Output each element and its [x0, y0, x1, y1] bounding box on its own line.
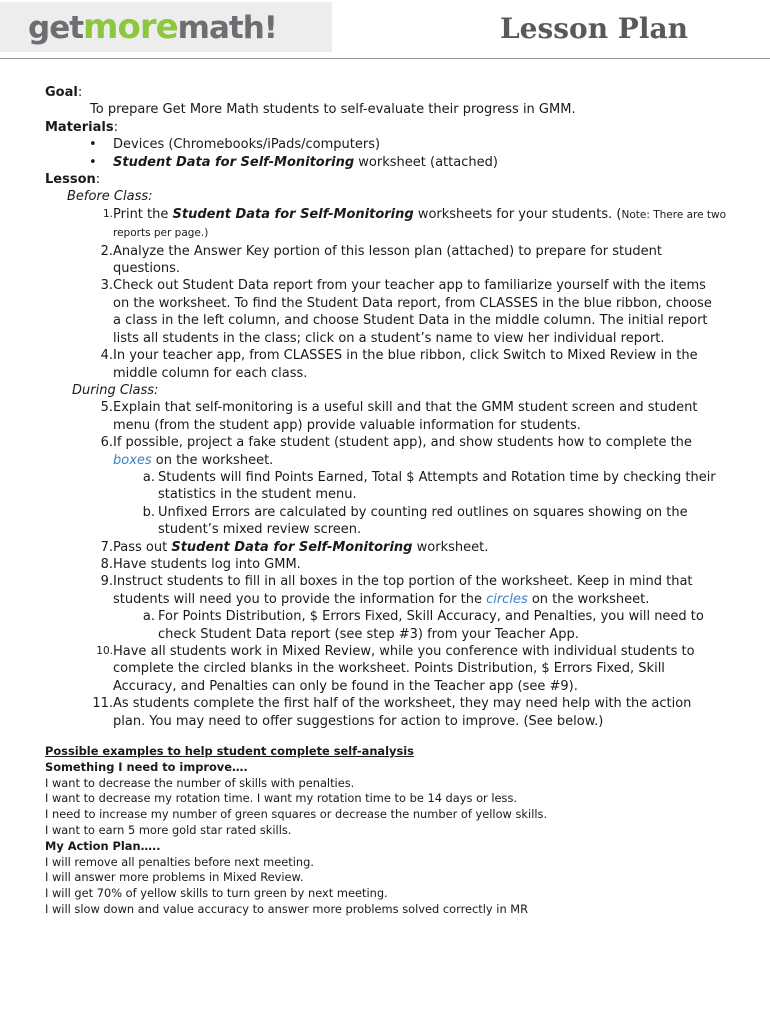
lesson-label: Lesson:	[45, 172, 101, 188]
list-item: I want to decrease the number of skills with penalties.	[45, 775, 355, 790]
step-6: 6. If possible, project a fake student (student app), and show students how to complete the	[100, 435, 692, 451]
step-5: 5. Explain that self-monitoring is a useful skill and that the GMM student screen and student	[100, 400, 698, 416]
list-item: I will get 70% of yellow skills to turn green by next meeting.	[45, 886, 388, 901]
step-11: 11. As students complete the first half of the worksheet, they may need help with the action	[92, 696, 692, 712]
examples-heading: Possible examples to help student complete self-analysis	[45, 744, 414, 758]
step-9a: a. For Points Distribution, $ Errors Fixed, Skill Accuracy, and Penalties, you will need to	[142, 609, 704, 625]
step-10: 10. Have all students work in Mixed Review, while you conference with individual students to	[96, 644, 695, 659]
lesson-plan-body: Goal: To prepare Get More Math students to self-evaluate their progress in GMM. Materials: • Devices (Chromebooks/iPads/computers) • Student Data for Self-Monitoring worksheet (attached) Lesson: Before Class: 1. Print the Student Data for Self-Monitoring worksheets for your students. (Note: There are two reports per page.) 2. Analyze the Answer Key portion of this lesson plan (attached) to prepare for student questions. 3. Check out Student Data report from your teacher app to familiarize yourself with the items on the worksheet. To find the Student Data report, from CLASSES in the blue ribbon, choose a class in the left column, and choose Student Data in the middle column. The initial report lists all students in the class; click on a student’s name to view her individual report. 4. In your teacher app, from CLASSES in the blue ribbon, click Switch to Mixed Review in the middle column for each class. During Class: 5. Explain that self-monitoring is a useful skill and that the GMM student screen and student menu (from the student app) provide valuable information for students. 6. If possible, project a fake student (student app), and show students how to complete the boxes on the worksheet. a. Students will find Points Earned, Total $ Attempts and Rotation time by checking their statistics in the student menu. b. Unfixed Errors are calculated by counting red outlines on squares showing on the student’s mixed review screen. 7. Pass out Student Data for Self-Monitoring worksheet. 8. Have students log into GMM. 9. Instruct students to fill in all boxes in the top portion of the worksheet. Keep in mind that students will need you to provide the information for the circles on the worksheet. a. For Points Distribution, $ Errors Fixed, Skill Accuracy, and Penalties, you will need to check Student Data report (see step #3) from your Teacher App. 10. Have all students work in Mixed Review, while you conference with individual students to complete the circled blanks in the worksheet. Points Distribution, $ Errors Fixed, Skill Accuracy, and Penalties can only be found in the Teacher app (see #9). 11. As students complete the first half of the worksheet, they may need help with the action plan. You may need to offer suggestions for action to improve. (See below.)	[45, 84, 735, 730]
step-1: 1. Print the Student Data for Self-Monitoring worksheets for your students. (Note: There are two	[102, 206, 727, 222]
materials-item: • Student Data for Self-Monitoring worksheet (attached)	[89, 154, 498, 170]
list-item: I want to earn 5 more gold star rated skills.	[45, 822, 292, 837]
goal-text: To prepare Get More Math students to self-evaluate their progress in GMM.	[90, 102, 576, 118]
step-8: 8. Have students log into GMM.	[100, 556, 301, 572]
step-4: 4. In your teacher app, from CLASSES in the blue ribbon, click Switch to Mixed Review in the	[100, 348, 698, 364]
during-class-heading: During Class:	[72, 382, 159, 398]
getmoremath-logo: getmoremath!	[28, 7, 277, 47]
step-3: 3. Check out Student Data report from your teacher app to familiarize yourself with the items	[100, 278, 706, 294]
improve-label: Something I need to improve….	[45, 759, 248, 774]
action-plan-label: My Action Plan…..	[45, 838, 161, 853]
before-class-heading: Before Class:	[67, 189, 153, 205]
materials-item: • Devices (Chromebooks/iPads/computers)	[89, 137, 381, 153]
logo	[0, 2, 332, 52]
step-7: 7. Pass out Student Data for Self-Monitoring worksheet.	[100, 539, 489, 555]
list-item: I will answer more problems in Mixed Review.	[45, 870, 304, 885]
step-9: 9. Instruct students to fill in all boxes in the top portion of the worksheet. Keep in mind that	[100, 574, 693, 590]
goal-label: Goal:	[45, 85, 83, 100]
list-item: I need to increase my number of green squares or decrease the number of yellow skills.	[45, 807, 548, 822]
page-title: Lesson Plan	[499, 12, 688, 45]
list-item: I want to decrease my rotation time. I want my rotation time to be 14 days or less.	[45, 791, 517, 806]
materials-label: Materials:	[45, 119, 118, 135]
step-2: 2. Analyze the Answer Key portion of this lesson plan (attached) to prepare for student	[100, 243, 662, 259]
list-item: I will remove all penalties before next meeting.	[45, 854, 314, 869]
step-6a: a. Students will find Points Earned, Total $ Attempts and Rotation time by checking their	[142, 469, 716, 485]
step-6b: b. Unfixed Errors are calculated by counting red outlines on squares showing on the	[142, 504, 688, 520]
list-item: I will slow down and value accuracy to answer more problems solved correctly in MR	[45, 901, 529, 916]
examples-section	[45, 744, 735, 918]
page-header	[0, 0, 770, 59]
